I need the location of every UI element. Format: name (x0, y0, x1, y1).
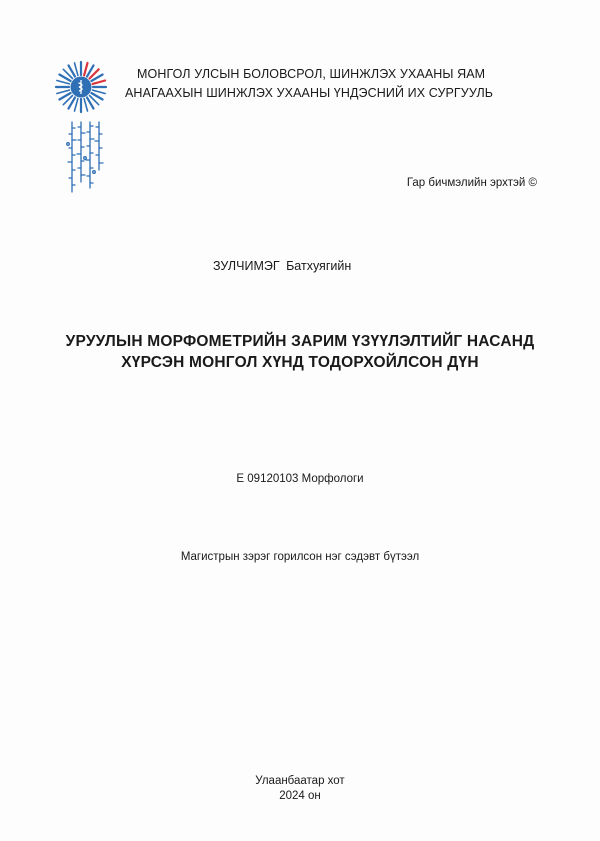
place: Улаанбаатар хот (255, 775, 345, 787)
author-name: ЗУЛЧИМЭГ Батхуягийн (213, 259, 352, 273)
thesis-title-line-2: ХҮРСЭН МОНГОЛ ХҮНД ТОДОРХОЙЛСОН ДҮН (121, 354, 479, 371)
degree-statement: Магистрын зэрэг горилсон нэг сэдэвт бүтээл (180, 551, 420, 563)
specialty-code: Е 09120103 Морфологи (236, 473, 364, 485)
university-name: АНАГААХЫН ШИНЖЛЭХ УХААНЫ ҮНДЭСНИЙ ИХ СУРГУУЛЬ (125, 86, 494, 100)
year: 2024 он (279, 790, 321, 802)
university-emblem-icon (54, 60, 108, 195)
ministry-name: МОНГОЛ УЛСЫН БОЛОВСРОЛ, ШИНЖЛЭХ УХААНЫ ЯАМ (137, 67, 486, 81)
copyright-notice: Гар бичмэлийн эрхтэй © (406, 177, 537, 189)
thesis-title-line-1: УРУУЛЫН МОРФОМЕТРИЙН ЗАРИМ ҮЗҮҮЛЭЛТИЙГ НАСАНД (65, 333, 535, 350)
